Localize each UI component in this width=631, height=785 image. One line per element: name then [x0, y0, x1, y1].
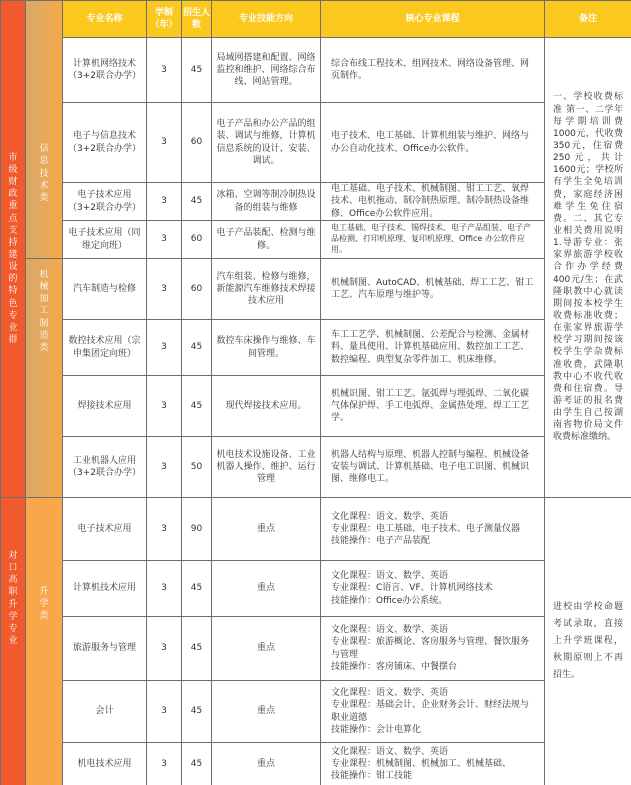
program-skill: 局域网搭建和配置、网络监控和维护、网络综合布线、网站管理。 [212, 38, 321, 103]
subgroup-label: 信息技术类 [39, 144, 49, 203]
program-skill: 电子产品和办公产品的组装、调试与维修，计算机信息系统的设计、安装、调试。 [212, 103, 321, 183]
table-row [1, 183, 631, 221]
program-years: 3 [147, 498, 182, 561]
course-culture: 文化课程：语文、数学、英语 [331, 746, 449, 757]
program-enroll: 45 [182, 681, 212, 743]
header-name: 专业名称 [63, 1, 147, 38]
program-course [321, 681, 545, 743]
program-skill: 冰箱、空调等制冷制热设备的组装与维修 [212, 183, 321, 221]
table-row [1, 221, 631, 259]
program-skill: 重点 [212, 498, 321, 561]
group-label: 市级财政重点支持建设的特色专业群 [8, 152, 18, 345]
program-name: 电子技术应用（3+2联合办学） [63, 183, 147, 221]
header-years: 学制（年） [147, 1, 182, 38]
program-skill: 重点 [212, 743, 321, 785]
program-course: 机器人结构与原理、机器人控制与编程、机械设备安装与调试、计算机基础、电子电工识图、机械识图、维修电工。 [321, 437, 545, 498]
program-course: 综合布线工程技术、组网技术、网络设备管理、网页制作。 [321, 38, 545, 103]
program-years: 3 [147, 38, 182, 103]
table-row [1, 259, 631, 320]
course-major: 专业课程：机械制图、机械加工、机械基础、 [331, 758, 512, 769]
subgroup-upgrade [26, 498, 63, 785]
program-name: 计算机网络技术（3+2联合办学） [63, 38, 147, 103]
program-course: 电子技术、电工基础、计算机组装与维护、网络与办公自动化技术、Office办公软件。 [321, 103, 545, 183]
program-name: 会计 [63, 681, 147, 743]
table-row [1, 743, 631, 785]
program-name: 机电技术应用 [63, 743, 147, 785]
program-years: 3 [147, 221, 182, 259]
program-skill: 汽车组装、检修与维修，新能源汽车维修技术焊接技术应用 [212, 259, 321, 320]
program-skill: 机电技术设施设备、工业机器人操作、维护、运行管理 [212, 437, 321, 498]
program-course: 机械制图、AutoCAD、机械基础、焊工工艺、钳工工艺、汽车原理与维护等。 [321, 259, 545, 320]
group-higher-vocational [1, 498, 26, 785]
admission-note: 进校由学校命题考试录取，直接上升学班课程，秋期原则上不再招生。 [545, 498, 631, 785]
program-enroll: 60 [182, 259, 212, 320]
course-skill: 技能操作：Office办公系统。 [331, 595, 448, 606]
program-skill: 现代焊接技术应用。 [212, 376, 321, 437]
program-skill: 数控车床操作与维修、车间管理。 [212, 320, 321, 376]
table-row [1, 437, 631, 498]
program-enroll: 50 [182, 437, 212, 498]
course-culture: 文化课程：语文、数学、英语 [331, 625, 449, 636]
program-enroll: 60 [182, 103, 212, 183]
program-years: 3 [147, 437, 182, 498]
program-years: 3 [147, 743, 182, 785]
program-enroll: 45 [182, 376, 212, 437]
table-row [1, 681, 631, 743]
course-culture: 文化课程：语文、数学、英语 [331, 511, 449, 522]
program-years: 3 [147, 320, 182, 376]
program-course: 机械识图、钳工工艺、氩弧焊与埋弧焊、二氧化碳气体保护焊、手工电弧焊、金属热处理、焊工工艺学。 [321, 376, 545, 437]
program-enroll: 45 [182, 561, 212, 617]
header-row [1, 1, 631, 38]
program-course [321, 498, 545, 561]
course-skill: 技能操作：客房铺床、中餐摆台 [331, 661, 458, 672]
program-name: 计算机技术应用 [63, 561, 147, 617]
table-row [1, 38, 631, 103]
program-enroll: 45 [182, 743, 212, 785]
program-years: 3 [147, 103, 182, 183]
program-enroll: 60 [182, 221, 212, 259]
table-row [1, 617, 631, 681]
group-label: 对口高职升学专业 [8, 551, 18, 646]
program-name: 电子技术应用（同维定向班） [63, 221, 147, 259]
program-enroll: 90 [182, 498, 212, 561]
course-skill: 技能操作：钳工技能 [331, 771, 413, 782]
program-enroll: 45 [182, 183, 212, 221]
header-skill: 专业技能方向 [212, 1, 321, 38]
program-name: 电子技术应用 [63, 498, 147, 561]
course-major: 专业课程：电工基础、电子技术、电子测量仪器 [331, 523, 521, 534]
program-skill: 重点 [212, 561, 321, 617]
program-years: 3 [147, 376, 182, 437]
program-skill: 重点 [212, 617, 321, 681]
course-major: 专业课程：C语言、VF、计算机网络技术 [331, 583, 493, 594]
program-enroll: 45 [182, 617, 212, 681]
program-years: 3 [147, 561, 182, 617]
program-course [321, 743, 545, 785]
course-skill: 技能操作：会计电算化 [331, 724, 422, 735]
table-row [1, 561, 631, 617]
program-course: 电工基础、电子技术、锡焊技术、电子产品组装、电子产品检测、打印机原理、复印机原理、Office 办公软件应用。 [321, 221, 545, 259]
program-course [321, 561, 545, 617]
program-years: 3 [147, 617, 182, 681]
program-years: 3 [147, 681, 182, 743]
program-name: 数控技术应用（宗申集团定向班） [63, 320, 147, 376]
program-years: 3 [147, 183, 182, 221]
program-years: 3 [147, 259, 182, 320]
program-name: 旅游服务与管理 [63, 617, 147, 681]
program-skill: 电子产品装配、检测与维修。 [212, 221, 321, 259]
subgroup-label: 升学类 [39, 587, 49, 622]
program-enroll: 45 [182, 38, 212, 103]
course-culture: 文化课程：语文、数学、英语 [331, 688, 449, 699]
program-name: 焊接技术应用 [63, 376, 147, 437]
program-course [321, 617, 545, 681]
program-skill: 重点 [212, 681, 321, 743]
table-row [1, 320, 631, 376]
header-note: 备注 [545, 1, 631, 38]
group-city-funded [1, 1, 26, 498]
program-name: 汽车制造与检修 [63, 259, 147, 320]
subgroup-it [26, 1, 63, 259]
program-course: 电工基础、电子技术、机械制图、钳工工艺、氧焊技术、电机拖动、制冷制热原理、制冷制热设备维修、Office办公软件应用。 [321, 183, 545, 221]
header-course: 核心专业课程 [321, 1, 545, 38]
course-major: 专业课程：旅游概论、客房服务与管理、餐饮服务与管理 [331, 637, 530, 660]
table-row [1, 498, 631, 561]
program-name: 电子与信息技术（3+2联合办学） [63, 103, 147, 183]
subgroup-machining [26, 259, 63, 498]
fee-note: 一、学校收费标准 第一、二学年每学期培训费1000元，代收费350元，住宿费250元，共计1600元；学校所有学生全免培训费，家庭经济困难学生免住宿费。二、其它专业相关费用说明 1.导游专业：张家界旅游学校收合作办学经费400元/生；在武隆职教中心就读期间按本校学生收费标准收费；在张家界旅游学校学习期间按该校学生学杂费标准收费，武隆职教中心不收代收费和住宿费。导游考证的报名费由学生自己按湖南省物价局文件收费标准缴纳。 [545, 38, 631, 498]
table-row [1, 376, 631, 437]
program-enroll: 45 [182, 320, 212, 376]
course-major: 专业课程：基础会计、企业财务会计、财经法规与职业道德 [331, 700, 530, 723]
course-culture: 文化课程：语文、数学、英语 [331, 571, 449, 582]
subgroup-label: 机械加工制造类 [39, 270, 49, 353]
header-enroll: 招生人数 [182, 1, 212, 38]
table-row [1, 103, 631, 183]
course-skill: 技能操作：电子产品装配 [331, 536, 431, 547]
program-name: 工业机器人应用（3+2联合办学） [63, 437, 147, 498]
program-course: 车工工艺学、机械制图、公差配合与检测、金属材料、量具使用、计算机基础应用、数控加工工艺、数控编程、典型复杂零件加工、机床维修。 [321, 320, 545, 376]
